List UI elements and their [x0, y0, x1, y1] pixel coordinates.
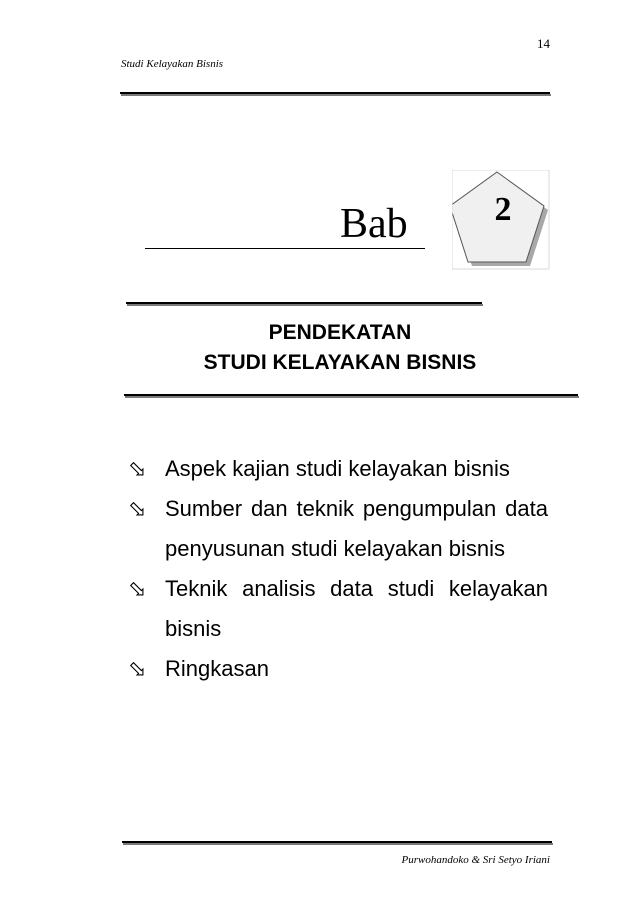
footer-rule-shadow — [123, 843, 553, 845]
footer-authors: Purwohandoko & Sri Setyo Iriani — [401, 854, 550, 866]
hollow-arrow-icon: ⬂ — [128, 456, 147, 481]
chapter-word-underline — [145, 248, 425, 249]
list-item-text: Ringkasan — [165, 656, 269, 681]
list-item — [128, 649, 548, 689]
list-item — [128, 569, 548, 649]
list-item — [128, 489, 548, 569]
list-item-text: Aspek kajian studi kelayakan bisnis — [165, 456, 510, 481]
list-item-text: Teknik analisis data studi kelayakan bisnis — [165, 576, 548, 641]
hollow-arrow-icon: ⬂ — [128, 496, 147, 521]
chapter-title-line-2: STUDI KELAYAKAN BISNIS — [203, 351, 477, 374]
chapter-title-line-1: PENDEKATAN — [268, 321, 412, 344]
title-bottom-rule-shadow — [125, 396, 579, 398]
chapter-word: Bab — [340, 201, 408, 247]
hollow-arrow-icon: ⬂ — [128, 656, 147, 681]
header-rule-shadow — [121, 94, 551, 96]
title-top-rule-shadow — [127, 304, 483, 306]
chapter-title — [150, 318, 530, 378]
list-item-text: Sumber dan teknik pengumpulan data penyusunan studi kelayakan bisnis — [165, 496, 548, 561]
running-header: Studi Kelayakan Bisnis — [121, 58, 224, 70]
list-item — [128, 449, 548, 489]
topic-list — [128, 449, 548, 689]
page-number: 14 — [537, 36, 550, 51]
chapter-number: 2 — [494, 191, 512, 228]
hollow-arrow-icon: ⬂ — [128, 576, 147, 601]
